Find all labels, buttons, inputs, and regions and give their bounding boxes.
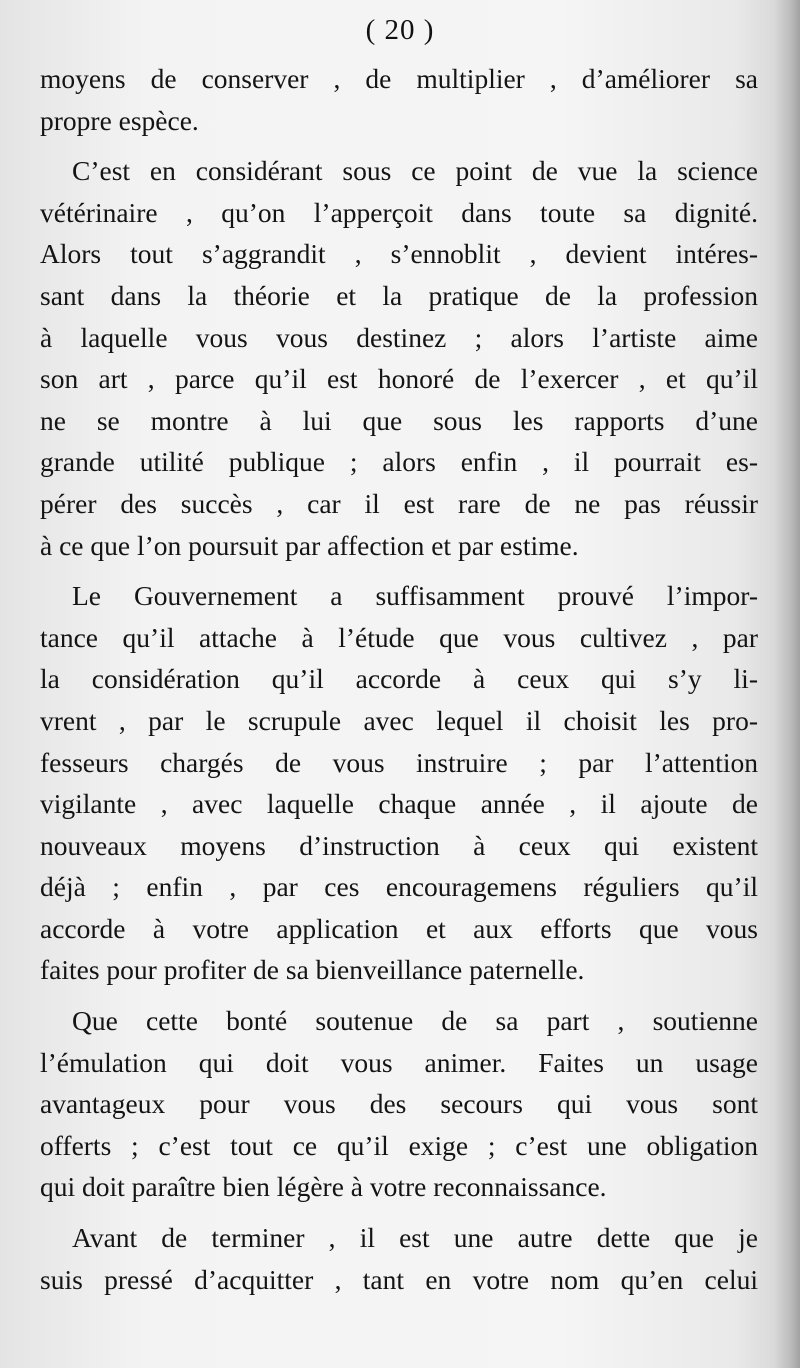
text-line: suis pressé d’acquitter , tant en votre nom qu’en celui	[40, 1263, 758, 1295]
text-line: grande utilité publique ; alors enfin , il pourrait es-	[40, 446, 758, 478]
text-line: Que cette bonté soutenue de sa part , soutienne	[72, 1005, 758, 1037]
paragraph	[40, 1217, 758, 1300]
text-line: Le Gouvernement a suffisamment prouvé l’impor-	[72, 580, 758, 612]
text-line: la considération qu’il accorde à ceux qui s’y li-	[40, 663, 758, 695]
text-line: pérer des succès , car il est rare de ne pas réussir	[40, 487, 758, 519]
paragraph	[40, 1000, 758, 1208]
text-line: à ce que l’on poursuit par affection et par estime.	[40, 529, 579, 561]
page-body	[40, 58, 758, 1300]
text-line: à laquelle vous vous destinez ; alors l’artiste aime	[40, 321, 758, 353]
text-line: déjà ; enfin , par ces encouragemens réguliers qu’il	[40, 871, 758, 903]
paragraph	[40, 575, 758, 991]
text-line: moyens de conserver , de multiplier , d’améliorer sa	[40, 63, 758, 94]
text-line: sant dans la théorie et la pratique de la profession	[40, 279, 758, 311]
text-line: propre espèce.	[40, 104, 199, 136]
text-line: tance qu’il attache à l’étude que vous cultivez , par	[40, 621, 758, 653]
text-line: avantageux pour vous des secours qui vous sont	[40, 1088, 758, 1120]
text-line: vrent , par le scrupule avec lequel il choisit les pro-	[40, 704, 758, 736]
text-line: ne se montre à lui que sous les rapports d’une	[40, 404, 758, 436]
text-line: nouveaux moyens d’instruction à ceux qui existent	[40, 829, 758, 861]
text-line: accorde à votre application et aux efforts que vous	[40, 912, 758, 944]
text-line: offerts ; c’est tout ce qu’il exige ; c’est une obligation	[40, 1129, 758, 1161]
text-line: l’émulation qui doit vous animer. Faites un usage	[40, 1046, 758, 1078]
text-line: qui doit paraître bien légère à votre reconnaissance.	[40, 1171, 607, 1203]
text-line: vétérinaire , qu’on l’apperçoit dans toute sa dignité.	[40, 196, 758, 228]
text-line: C’est en considérant sous ce point de vue la science	[72, 155, 758, 187]
text-line: fesseurs chargés de vous instruire ; par l’attention	[40, 746, 758, 778]
page-number: ( 20 )	[365, 14, 435, 46]
paragraph	[40, 150, 758, 566]
paragraph	[40, 58, 758, 141]
text-line: vigilante , avec laquelle chaque année , il ajoute de	[40, 788, 758, 820]
text-line: son art , parce qu’il est honoré de l’exercer , et qu’il	[40, 363, 758, 395]
text-line: faites pour profiter de sa bienveillance paternelle.	[40, 954, 585, 986]
text-line: Alors tout s’aggrandit , s’ennoblit , devient intéres-	[40, 238, 758, 270]
text-line: Avant de terminer , il est une autre dette que je	[72, 1222, 758, 1254]
